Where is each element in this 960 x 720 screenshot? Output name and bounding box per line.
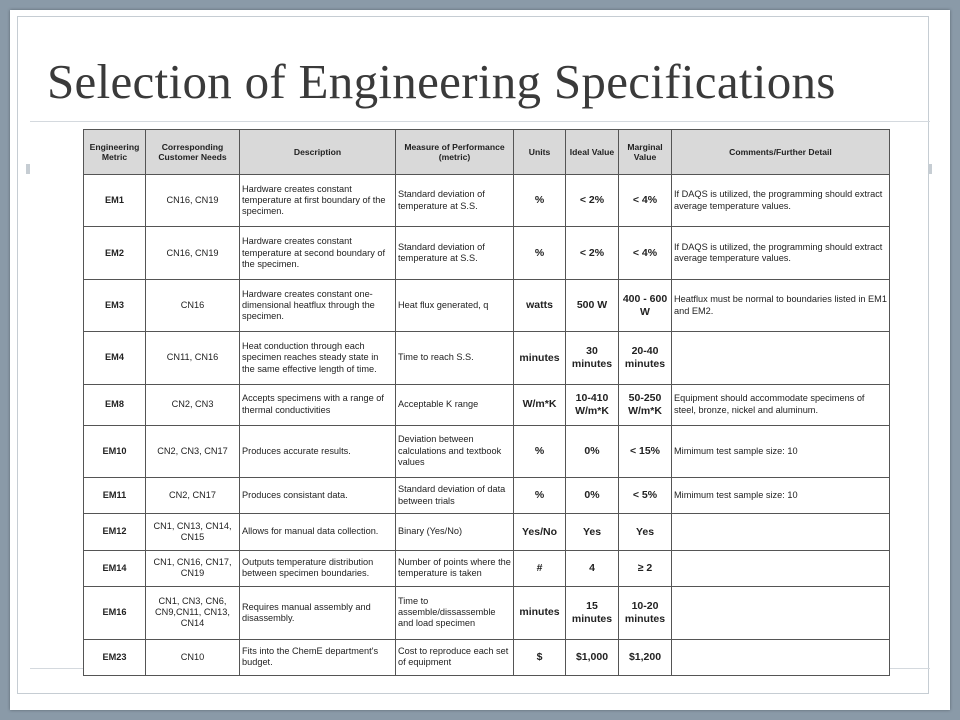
ideal-value-cell: 500 W <box>566 279 619 331</box>
comments-cell: Equipment should accommodate specimens of steel, bronze, nickel and aluminum. <box>672 384 890 425</box>
header-description: Description <box>240 130 396 175</box>
marginal-value-cell: < 4% <box>619 175 672 227</box>
metric-cell: EM23 <box>84 639 146 675</box>
marginal-value-cell: 20-40 minutes <box>619 332 672 384</box>
measure-cell: Number of points where the temperature is taken <box>396 550 514 586</box>
description-cell: Hardware creates constant one-dimensional heatflux through the specimen. <box>240 279 396 331</box>
header-customer-needs: Corresponding Customer Needs <box>146 130 240 175</box>
table-row <box>84 639 890 675</box>
units-cell: watts <box>514 279 566 331</box>
comments-cell <box>672 587 890 639</box>
table-row <box>84 478 890 514</box>
marginal-value-cell: 50-250 W/m*K <box>619 384 672 425</box>
metric-cell: EM14 <box>84 550 146 586</box>
description-cell: Allows for manual data collection. <box>240 514 396 550</box>
description-cell: Outputs temperature distribution between specimen boundaries. <box>240 550 396 586</box>
marginal-value-cell: 400 - 600 W <box>619 279 672 331</box>
measure-cell: Time to reach S.S. <box>396 332 514 384</box>
measure-cell: Heat flux generated, q <box>396 279 514 331</box>
units-cell: % <box>514 227 566 279</box>
units-cell: W/m*K <box>514 384 566 425</box>
comments-cell: Heatflux must be normal to boundaries listed in EM1 and EM2. <box>672 279 890 331</box>
units-cell: Yes/No <box>514 514 566 550</box>
table-body <box>84 175 890 676</box>
ideal-value-cell: $1,000 <box>566 639 619 675</box>
customer-needs-cell: CN11, CN16 <box>146 332 240 384</box>
units-cell: % <box>514 478 566 514</box>
comments-cell <box>672 332 890 384</box>
metric-cell: EM11 <box>84 478 146 514</box>
comments-cell: Mimimum test sample size: 10 <box>672 478 890 514</box>
table-row <box>84 227 890 279</box>
table-row <box>84 425 890 477</box>
comments-cell: Mimimum test sample size: 10 <box>672 425 890 477</box>
measure-cell: Binary (Yes/No) <box>396 514 514 550</box>
measure-cell: Cost to reproduce each set of equipment <box>396 639 514 675</box>
marginal-value-cell: $1,200 <box>619 639 672 675</box>
description-cell: Requires manual assembly and disassembly. <box>240 587 396 639</box>
metric-cell: EM10 <box>84 425 146 477</box>
metric-cell: EM16 <box>84 587 146 639</box>
ideal-value-cell: 10-410 W/m*K <box>566 384 619 425</box>
measure-cell: Standard deviation of data between trials <box>396 478 514 514</box>
table-row <box>84 384 890 425</box>
ideal-value-cell: < 2% <box>566 175 619 227</box>
comments-cell <box>672 514 890 550</box>
units-cell: # <box>514 550 566 586</box>
description-cell: Produces consistant data. <box>240 478 396 514</box>
customer-needs-cell: CN10 <box>146 639 240 675</box>
description-cell: Fits into the ChemE department's budget. <box>240 639 396 675</box>
customer-needs-cell: CN16 <box>146 279 240 331</box>
units-cell: % <box>514 175 566 227</box>
header-comments: Comments/Further Detail <box>672 130 890 175</box>
table-row <box>84 514 890 550</box>
right-border-tick <box>928 164 932 174</box>
comments-cell: If DAQS is utilized, the programming should extract average temperature values. <box>672 175 890 227</box>
engineering-specifications-table <box>83 129 890 676</box>
left-border-tick <box>26 164 30 174</box>
units-cell: minutes <box>514 587 566 639</box>
metric-cell: EM4 <box>84 332 146 384</box>
table-row <box>84 587 890 639</box>
title-divider <box>30 121 930 122</box>
customer-needs-cell: CN2, CN17 <box>146 478 240 514</box>
description-cell: Heat conduction through each specimen reaches steady state in the same effective length of time. <box>240 332 396 384</box>
slide-title: Selection of Engineering Specifications <box>47 54 836 109</box>
customer-needs-cell: CN1, CN3, CN6, CN9,CN11, CN13, CN14 <box>146 587 240 639</box>
header-marginal-value: Marginal Value <box>619 130 672 175</box>
description-cell: Produces accurate results. <box>240 425 396 477</box>
table-row <box>84 550 890 586</box>
marginal-value-cell: < 5% <box>619 478 672 514</box>
table-row <box>84 332 890 384</box>
description-cell: Hardware creates constant temperature at second boundary of the specimen. <box>240 227 396 279</box>
measure-cell: Time to assemble/dissassemble and load specimen <box>396 587 514 639</box>
ideal-value-cell: 4 <box>566 550 619 586</box>
ideal-value-cell: Yes <box>566 514 619 550</box>
units-cell: minutes <box>514 332 566 384</box>
ideal-value-cell: 0% <box>566 478 619 514</box>
ideal-value-cell: 30 minutes <box>566 332 619 384</box>
marginal-value-cell: 10-20 minutes <box>619 587 672 639</box>
customer-needs-cell: CN16, CN19 <box>146 175 240 227</box>
comments-cell: If DAQS is utilized, the programming should extract average temperature values. <box>672 227 890 279</box>
header-engineering-metric: Engineering Metric <box>84 130 146 175</box>
metric-cell: EM12 <box>84 514 146 550</box>
units-cell: % <box>514 425 566 477</box>
marginal-value-cell: < 4% <box>619 227 672 279</box>
measure-cell: Standard deviation of temperature at S.S. <box>396 227 514 279</box>
ideal-value-cell: 0% <box>566 425 619 477</box>
metric-cell: EM2 <box>84 227 146 279</box>
header-ideal-value: Ideal Value <box>566 130 619 175</box>
comments-cell <box>672 550 890 586</box>
metric-cell: EM1 <box>84 175 146 227</box>
customer-needs-cell: CN2, CN3 <box>146 384 240 425</box>
header-units: Units <box>514 130 566 175</box>
ideal-value-cell: < 2% <box>566 227 619 279</box>
customer-needs-cell: CN16, CN19 <box>146 227 240 279</box>
description-cell: Accepts specimens with a range of thermal conductivities <box>240 384 396 425</box>
header-measure-of-performance: Measure of Performance (metric) <box>396 130 514 175</box>
customer-needs-cell: CN2, CN3, CN17 <box>146 425 240 477</box>
customer-needs-cell: CN1, CN16, CN17, CN19 <box>146 550 240 586</box>
table-row <box>84 175 890 227</box>
table-row <box>84 279 890 331</box>
marginal-value-cell: < 15% <box>619 425 672 477</box>
ideal-value-cell: 15 minutes <box>566 587 619 639</box>
units-cell: $ <box>514 639 566 675</box>
metric-cell: EM8 <box>84 384 146 425</box>
marginal-value-cell: Yes <box>619 514 672 550</box>
comments-cell <box>672 639 890 675</box>
measure-cell: Standard deviation of temperature at S.S. <box>396 175 514 227</box>
table-header-row <box>84 130 890 175</box>
customer-needs-cell: CN1, CN13, CN14, CN15 <box>146 514 240 550</box>
marginal-value-cell: ≥ 2 <box>619 550 672 586</box>
measure-cell: Acceptable K range <box>396 384 514 425</box>
metric-cell: EM3 <box>84 279 146 331</box>
description-cell: Hardware creates constant temperature at first boundary of the specimen. <box>240 175 396 227</box>
measure-cell: Deviation between calculations and textbook values <box>396 425 514 477</box>
